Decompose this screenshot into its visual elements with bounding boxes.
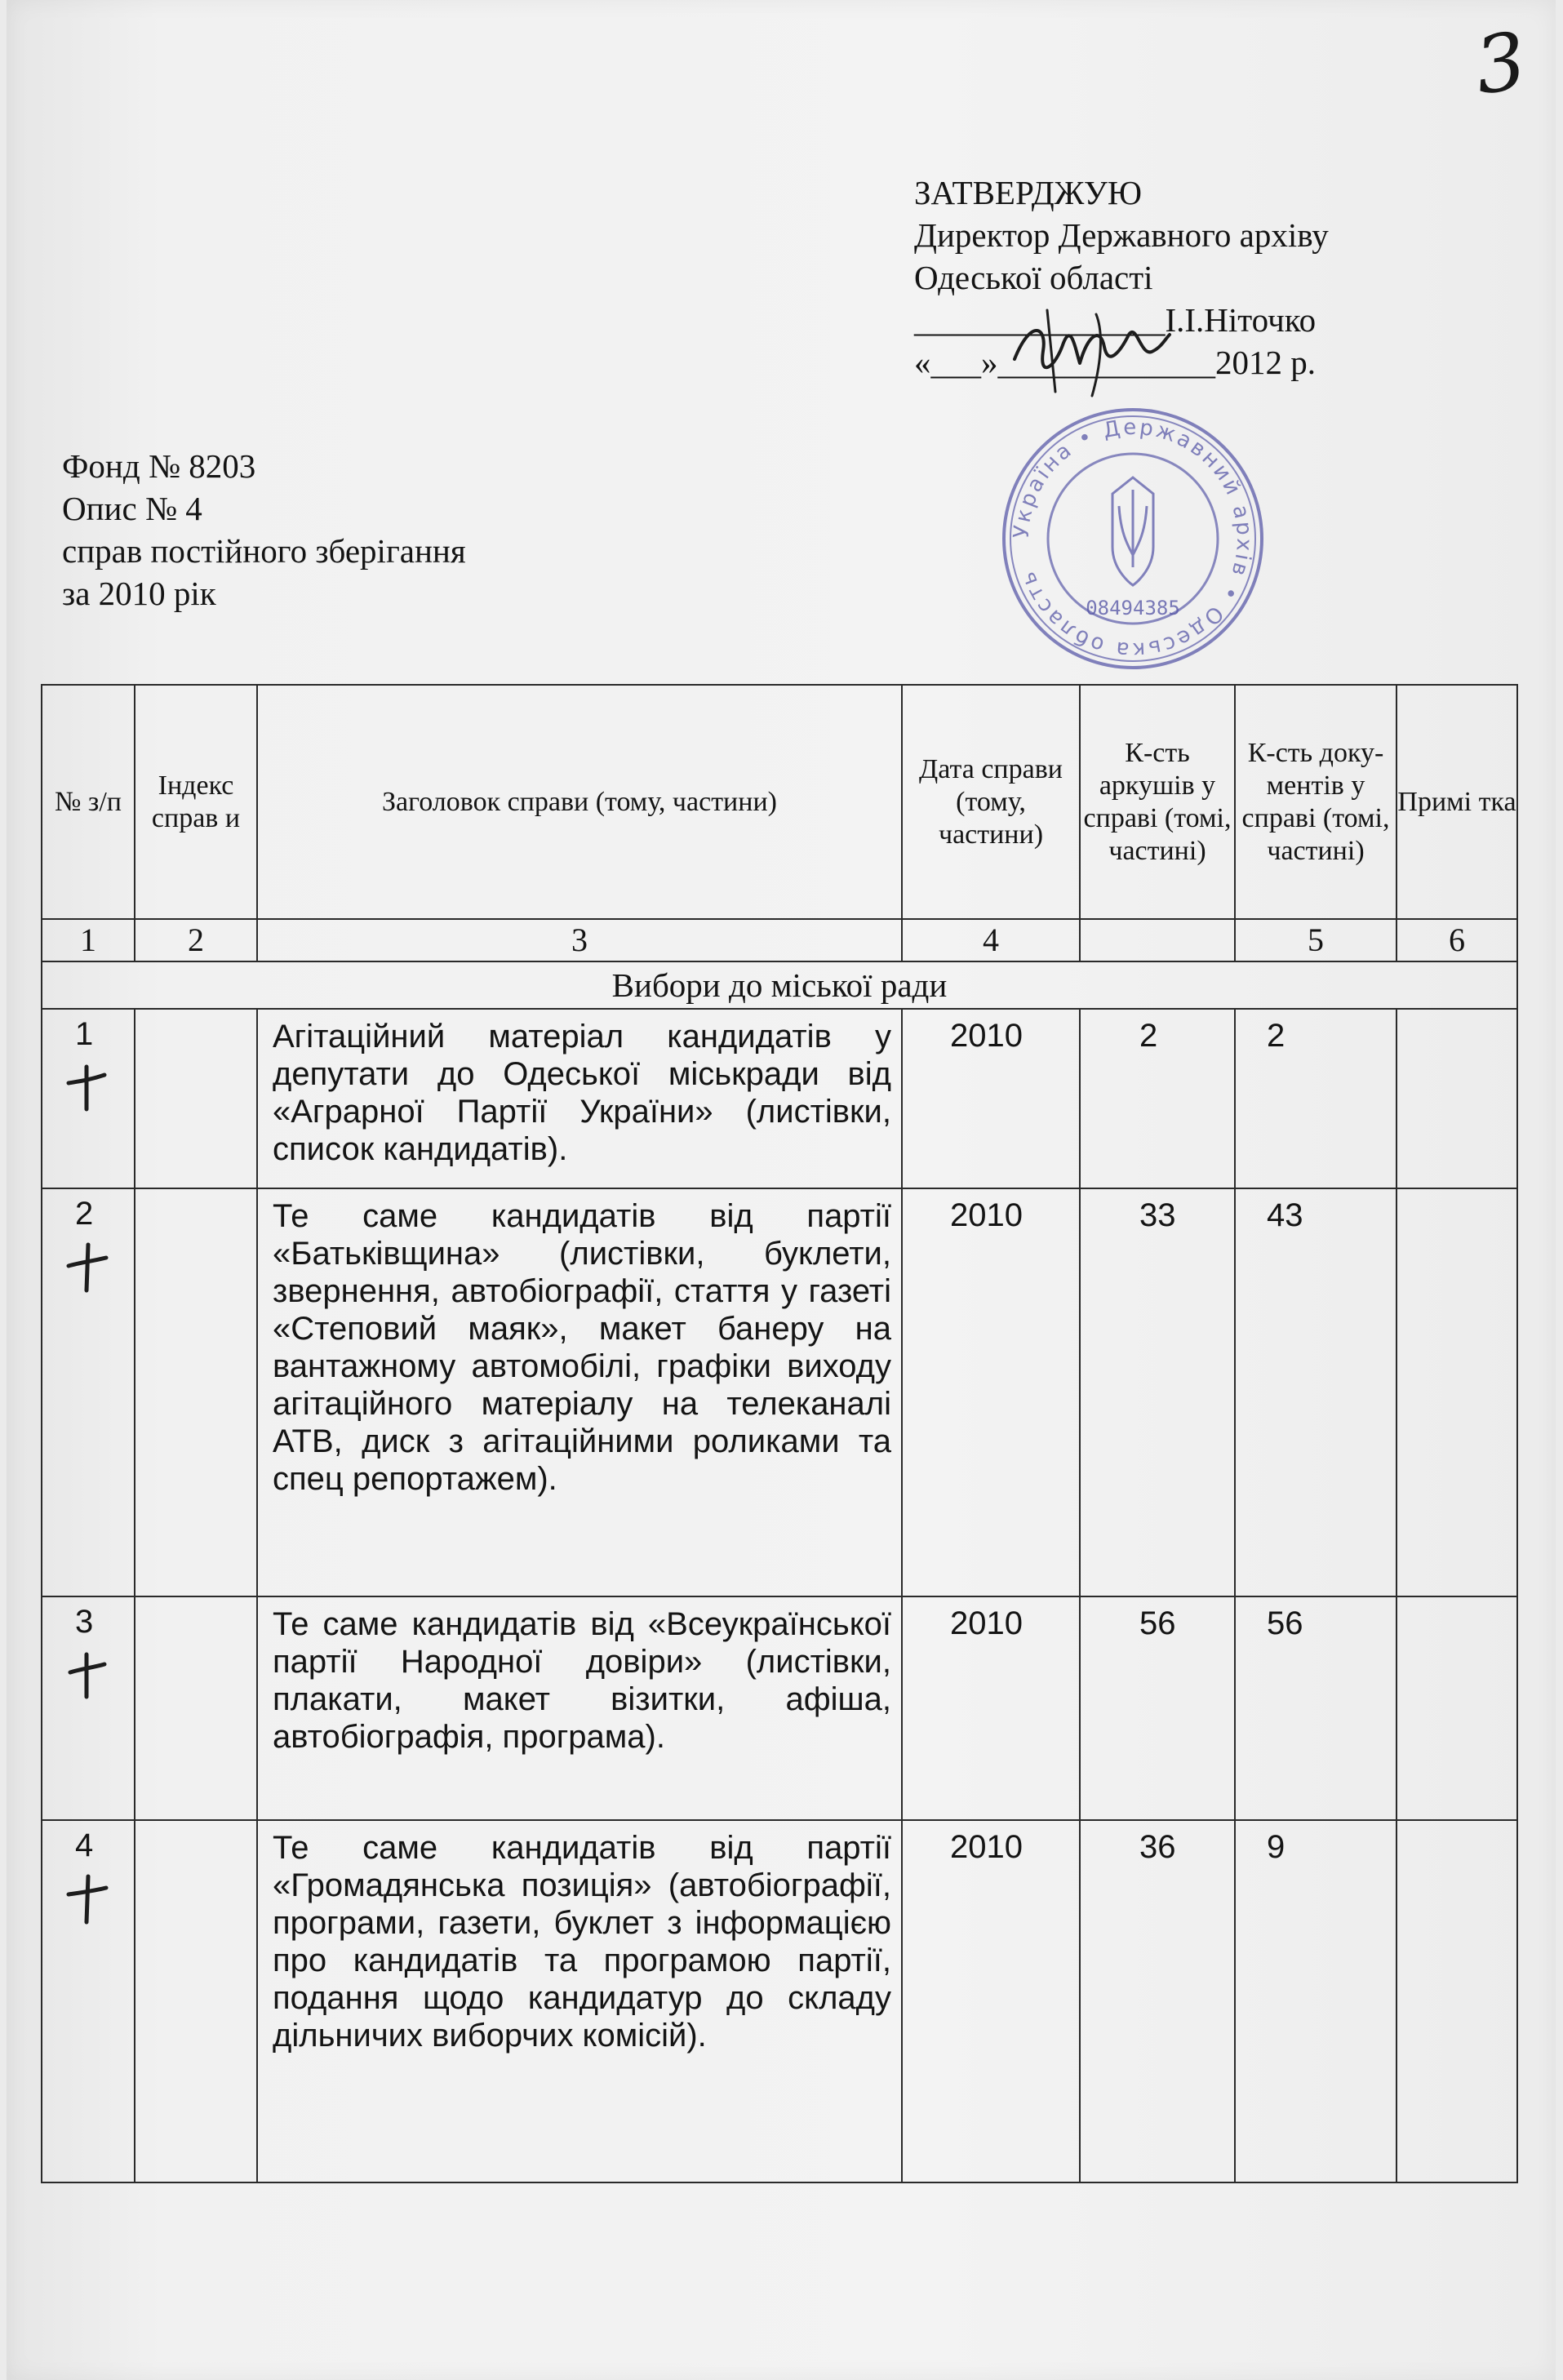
header-date: Дата справи (тому, частини) [902,685,1080,919]
fund-block [62,445,466,615]
row-docs: 56 [1235,1596,1396,1820]
column-number [1080,919,1235,961]
row-index [135,1009,257,1188]
column-number: 2 [135,919,257,961]
column-number: 3 [257,919,902,961]
row-sheets: 2 [1080,1009,1235,1188]
seal-code: 08494385 [1086,597,1180,619]
table-row [42,1820,1517,2182]
header-num: № з/п [42,685,135,919]
row-number: 3 [75,1604,94,1640]
table-row [42,1188,1517,1596]
column-number: 5 [1235,919,1396,961]
row-docs: 9 [1235,1820,1396,2182]
row-date: 2010 [902,1009,1080,1188]
table-row [42,1596,1517,1820]
row-date: 2010 [902,1820,1080,2182]
check-mark-icon [62,1238,111,1295]
row-number-cell [42,1188,135,1596]
row-date: 2010 [902,1188,1080,1596]
header-notes: Примі тка [1396,685,1517,919]
row-number: 1 [75,1016,94,1052]
row-number-cell [42,1596,135,1820]
fund-number: Фонд № 8203 [62,447,256,485]
row-title: Те саме кандидатів від партії «Батьківщина» (листівки, буклети, звернення, автобіографії, стаття у газеті «Степовий маяк», макет банеру на вантажному автомобілі, графіки виходу агітаційного матеріалу на телеканалі АТВ, диск з агітаційними роликами та спец репортажем). [257,1188,902,1596]
official-seal-icon [998,404,1268,673]
row-sheets: 33 [1080,1188,1235,1596]
signature-icon [998,302,1178,408]
check-mark-icon [62,1059,111,1116]
approval-heading: ЗАТВЕРДЖУЮ [914,174,1142,211]
row-sheets: 36 [1080,1820,1235,2182]
document-sheet [7,0,1556,2380]
row-number: 4 [75,1827,94,1863]
row-sheets: 56 [1080,1596,1235,1820]
column-number: 4 [902,919,1080,961]
column-number: 6 [1396,919,1517,961]
column-number-row [42,919,1517,961]
section-row [42,961,1517,1009]
check-mark-icon [62,1870,111,1927]
row-docs: 43 [1235,1188,1396,1596]
row-date: 2010 [902,1596,1080,1820]
header-title: Заголовок справи (тому, частини) [257,685,902,919]
row-index [135,1596,257,1820]
storage-type: справ постійного зберігання [62,532,466,570]
row-number: 2 [75,1196,94,1232]
section-title: Вибори до міської ради [42,961,1517,1009]
row-number-cell [42,1820,135,2182]
row-notes [1396,1820,1517,2182]
approval-date: «___»_____________2012 р. [914,344,1316,381]
row-title: Те саме кандидатів від «Всеукраїнської партії Народної довіри» (листівки, плакати, макет візитки, афіша, автобіографія, програма). [257,1596,902,1820]
row-notes [1396,1188,1517,1596]
table-header-row [42,685,1517,919]
inventory-number: Опис № 4 [62,490,202,527]
approval-position: Директор Державного архіву [914,216,1329,254]
seal-outer-text: Україна • Державний архів • Одеська область [1009,415,1257,663]
row-title: Те саме кандидатів від партії «Громадянська позиція» (автобіографії, програми, газети, буклет з інформацією про кандидатів та програмою партії, подання щодо кандидатур до складу дільничих виборчих комісій). [257,1820,902,2182]
row-notes [1396,1596,1517,1820]
row-index [135,1820,257,2182]
approval-signatory: _______________І.І.Ніточко [914,301,1317,339]
row-number-cell [42,1009,135,1188]
header-index: Індекс справ и [135,685,257,919]
header-sheets: К-сть аркушів у справі (томі, частині) [1080,685,1235,919]
table-row [42,1009,1517,1188]
row-index [135,1188,257,1596]
column-number: 1 [42,919,135,961]
handwritten-page-number: 3 [1469,15,1532,113]
inventory-table [41,684,1518,2183]
row-notes [1396,1009,1517,1188]
approval-region: Одеської області [914,259,1153,296]
header-docs: К-сть доку-ментів у справі (томі, частині) [1235,685,1396,919]
row-docs: 2 [1235,1009,1396,1188]
row-title: Агітаційний матеріал кандидатів у депутати до Одеської міськради від «Аграрної Партії України» (листівки, список кандидатів). [257,1009,902,1188]
check-mark-icon [62,1646,111,1703]
inventory-year: за 2010 рік [62,575,216,612]
